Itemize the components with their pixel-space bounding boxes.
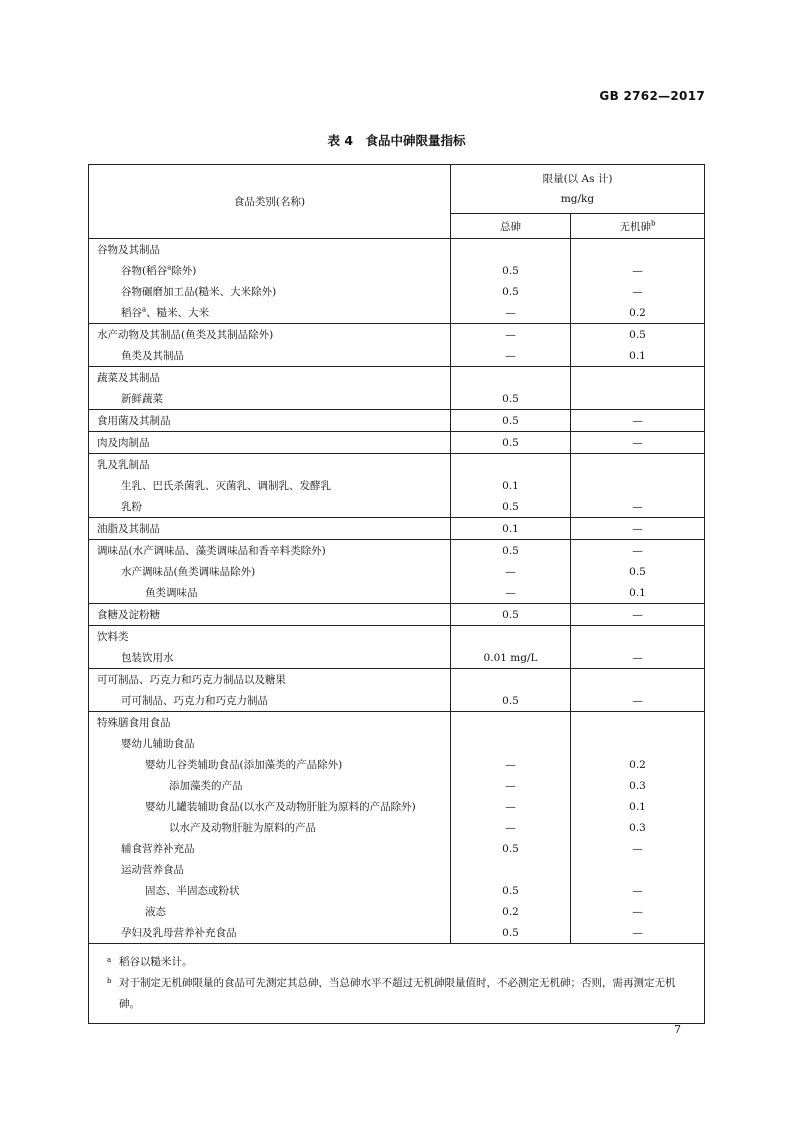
table-row	[89, 754, 705, 775]
category-text: 乳及乳制品	[97, 459, 150, 471]
table-row	[89, 432, 705, 454]
category-text: 可可制品、巧克力和巧克力制品	[121, 695, 268, 707]
table-row	[89, 859, 705, 880]
total-arsenic-value: 0.01 mg/L	[451, 647, 571, 669]
limit-header-unit: mg/kg	[560, 193, 595, 205]
total-arsenic-value: —	[451, 817, 571, 838]
table-caption: 表 4 食品中砷限量指标	[327, 133, 466, 148]
table-row	[89, 281, 705, 302]
table-row	[89, 302, 705, 324]
inorganic-arsenic-value	[571, 367, 705, 389]
limit-header-line1: 限量(以 As 计)	[542, 173, 613, 185]
footnote-marker: a	[167, 263, 172, 272]
limit-header	[451, 165, 705, 214]
food-category-name	[89, 388, 451, 410]
total-arsenic-value: —	[451, 324, 571, 346]
total-arsenic-value: —	[451, 775, 571, 796]
food-category-name	[89, 454, 451, 476]
food-category-name	[89, 324, 451, 346]
food-category-name	[89, 796, 451, 817]
inorganic-arsenic-value	[571, 626, 705, 648]
category-text: 以水产及动物肝脏为原料的产品	[169, 822, 316, 834]
total-arsenic-header: 总砷	[451, 214, 571, 239]
table-row	[89, 518, 705, 540]
total-arsenic-value: 0.5	[451, 432, 571, 454]
total-arsenic-value	[451, 669, 571, 691]
food-category-name	[89, 345, 451, 367]
table-notes	[89, 944, 705, 1024]
table-row	[89, 838, 705, 859]
footnote	[107, 973, 692, 1015]
category-text: 生乳、巴氏杀菌乳、灭菌乳、调制乳、发酵乳	[121, 480, 331, 492]
category-text: 液态	[145, 906, 166, 918]
inorganic-arsenic-value	[571, 388, 705, 410]
inorganic-arsenic-value: —	[571, 540, 705, 562]
category-text: 婴幼儿谷类辅助食品(添加藻类的产品除外)	[145, 759, 343, 771]
total-arsenic-value	[451, 626, 571, 648]
category-text: 食糖及淀粉糖	[97, 609, 160, 621]
food-category-name	[89, 901, 451, 922]
table-row	[89, 647, 705, 669]
total-arsenic-value: 0.1	[451, 475, 571, 496]
table-row	[89, 324, 705, 346]
total-arsenic-value	[451, 712, 571, 734]
inorganic-arsenic-value: —	[571, 496, 705, 518]
food-category-name	[89, 475, 451, 496]
category-text: 谷物(稻谷	[121, 265, 168, 277]
food-category-name	[89, 922, 451, 944]
table-row	[89, 475, 705, 496]
inorganic-arsenic-value: 0.3	[571, 775, 705, 796]
table-row	[89, 880, 705, 901]
inorganic-arsenic-value: 0.3	[571, 817, 705, 838]
category-text: 饮料类	[97, 631, 129, 643]
table-row	[89, 626, 705, 648]
inorganic-arsenic-value	[571, 239, 705, 261]
food-category-name	[89, 281, 451, 302]
food-category-header: 食品类别(名称)	[89, 165, 451, 239]
total-arsenic-value: 0.1	[451, 518, 571, 540]
table-row	[89, 582, 705, 604]
table-row	[89, 669, 705, 691]
food-category-name	[89, 712, 451, 734]
inorganic-arsenic-value: —	[571, 410, 705, 432]
total-arsenic-value: —	[451, 345, 571, 367]
food-category-name	[89, 838, 451, 859]
food-category-name	[89, 239, 451, 261]
category-text: 婴幼儿罐装辅助食品(以水产及动物肝脏为原料的产品除外)	[145, 801, 416, 813]
inorganic-arsenic-value	[571, 712, 705, 734]
food-category-name	[89, 690, 451, 712]
inorganic-arsenic-value: 0.1	[571, 582, 705, 604]
category-text: 特殊膳食用食品	[97, 717, 171, 729]
table-row	[89, 260, 705, 281]
category-text: 新鲜蔬菜	[121, 393, 163, 405]
food-category-name	[89, 518, 451, 540]
inorganic-arsenic-value: 0.5	[571, 324, 705, 346]
table-row	[89, 712, 705, 734]
category-text: 肉及肉制品	[97, 437, 150, 449]
footnote-marker: b	[107, 977, 112, 985]
inorganic-arsenic-value: —	[571, 432, 705, 454]
table-row	[89, 345, 705, 367]
total-arsenic-value	[451, 859, 571, 880]
category-text: 孕妇及乳母营养补充食品	[121, 927, 237, 939]
food-category-name	[89, 367, 451, 389]
total-arsenic-value: —	[451, 754, 571, 775]
table-row	[89, 367, 705, 389]
document-id: GB 2762—2017	[599, 89, 705, 103]
category-text: 蔬菜及其制品	[97, 372, 160, 384]
total-arsenic-value: 0.5	[451, 880, 571, 901]
footnote-text: 稻谷以糙米计。	[119, 956, 193, 968]
inorganic-arsenic-value: —	[571, 901, 705, 922]
arsenic-limit-table	[88, 164, 705, 1024]
category-text: 鱼类及其制品	[121, 350, 184, 362]
category-text: 运动营养食品	[121, 864, 184, 876]
total-arsenic-value: 0.5	[451, 388, 571, 410]
food-category-name	[89, 496, 451, 518]
total-arsenic-value	[451, 733, 571, 754]
inorganic-arsenic-header	[571, 214, 705, 239]
category-text: 辅食营养补充品	[121, 843, 195, 855]
inorganic-arsenic-value: 0.1	[571, 345, 705, 367]
food-category-name	[89, 669, 451, 691]
table-row	[89, 540, 705, 562]
inorganic-arsenic-value: —	[571, 260, 705, 281]
food-category-name	[89, 302, 451, 324]
inorganic-arsenic-value: 0.5	[571, 561, 705, 582]
footnote-marker: a	[142, 305, 147, 314]
food-category-name	[89, 817, 451, 838]
inorganic-arsenic-value: 0.1	[571, 796, 705, 817]
inorganic-arsenic-value: —	[571, 838, 705, 859]
category-text: 调味品(水产调味品、藻类调味品和香辛料类除外)	[97, 545, 326, 557]
total-arsenic-value: 0.5	[451, 690, 571, 712]
table-row	[89, 690, 705, 712]
category-text: 食用菌及其制品	[97, 415, 171, 427]
category-text: 水产调味品(鱼类调味品除外)	[121, 566, 256, 578]
total-arsenic-value	[451, 454, 571, 476]
total-arsenic-value	[451, 367, 571, 389]
table-row	[89, 796, 705, 817]
food-category-name	[89, 754, 451, 775]
table-row	[89, 733, 705, 754]
category-text: 添加藻类的产品	[169, 780, 243, 792]
table-row	[89, 454, 705, 476]
table-row	[89, 410, 705, 432]
total-arsenic-value: 0.5	[451, 604, 571, 626]
footnote	[107, 952, 692, 973]
category-text: 谷物碾磨加工品(糙米、大米除外)	[121, 286, 277, 298]
inorganic-arsenic-value	[571, 733, 705, 754]
inorganic-arsenic-value: 0.2	[571, 302, 705, 324]
food-category-name	[89, 540, 451, 562]
category-text: 婴幼儿辅助食品	[121, 738, 195, 750]
inorganic-arsenic-value	[571, 669, 705, 691]
inorganic-arsenic-value: —	[571, 690, 705, 712]
inorganic-arsenic-value	[571, 454, 705, 476]
inorganic-arsenic-value	[571, 859, 705, 880]
table-row	[89, 922, 705, 944]
food-category-name	[89, 604, 451, 626]
food-category-name	[89, 260, 451, 281]
table-body	[89, 239, 705, 944]
category-text: 油脂及其制品	[97, 523, 160, 535]
total-arsenic-value: 0.5	[451, 922, 571, 944]
food-category-name	[89, 410, 451, 432]
total-arsenic-value: 0.5	[451, 410, 571, 432]
total-arsenic-value: —	[451, 582, 571, 604]
inorganic-arsenic-value: —	[571, 880, 705, 901]
footnote-text: 对于制定无机砷限量的食品可先测定其总砷，当总砷水平不超过无机砷限量值时，不必测定无机砷；否则，需再测定无机砷。	[119, 977, 676, 1010]
total-arsenic-value	[451, 239, 571, 261]
footnote-marker: a	[107, 956, 112, 964]
total-arsenic-value: 0.5	[451, 281, 571, 302]
inorganic-arsenic-value: 0.2	[571, 754, 705, 775]
inorganic-arsenic-value: —	[571, 604, 705, 626]
food-category-name	[89, 626, 451, 648]
total-arsenic-value: —	[451, 561, 571, 582]
inorganic-arsenic-value: —	[571, 281, 705, 302]
page-number: 7	[674, 1023, 681, 1036]
category-text: 可可制品、巧克力和巧克力制品以及糖果	[97, 674, 286, 686]
inorganic-arsenic-label: 无机砷	[619, 220, 651, 233]
category-text-suffix: 、糙米、大米	[146, 307, 210, 319]
category-text: 固态、半固态或粉状	[145, 885, 240, 897]
category-text: 水产动物及其制品(鱼类及其制品除外)	[97, 329, 274, 341]
total-arsenic-value: 0.5	[451, 496, 571, 518]
category-text: 谷物及其制品	[97, 244, 160, 256]
inorganic-arsenic-value	[571, 475, 705, 496]
food-category-name	[89, 561, 451, 582]
food-category-name	[89, 859, 451, 880]
total-arsenic-value: 0.5	[451, 260, 571, 281]
table-row	[89, 239, 705, 261]
table-row	[89, 561, 705, 582]
footnote-marker: b	[651, 219, 656, 227]
inorganic-arsenic-value: —	[571, 518, 705, 540]
inorganic-arsenic-value: —	[571, 647, 705, 669]
category-text: 包装饮用水	[121, 652, 174, 664]
table-row	[89, 388, 705, 410]
total-arsenic-value: —	[451, 302, 571, 324]
total-arsenic-value: 0.5	[451, 838, 571, 859]
category-text: 稻谷	[121, 307, 142, 319]
total-arsenic-value: 0.5	[451, 540, 571, 562]
table-row	[89, 604, 705, 626]
food-category-name	[89, 880, 451, 901]
table-row	[89, 817, 705, 838]
food-category-name	[89, 775, 451, 796]
category-text: 乳粉	[121, 501, 142, 513]
total-arsenic-value: 0.2	[451, 901, 571, 922]
table-row	[89, 775, 705, 796]
table-row	[89, 901, 705, 922]
total-arsenic-value: —	[451, 796, 571, 817]
inorganic-arsenic-value: —	[571, 922, 705, 944]
category-text-suffix: 除外)	[171, 265, 197, 277]
food-category-name	[89, 733, 451, 754]
food-category-name	[89, 647, 451, 669]
food-category-name	[89, 582, 451, 604]
category-text: 鱼类调味品	[145, 587, 198, 599]
table-row	[89, 496, 705, 518]
food-category-name	[89, 432, 451, 454]
